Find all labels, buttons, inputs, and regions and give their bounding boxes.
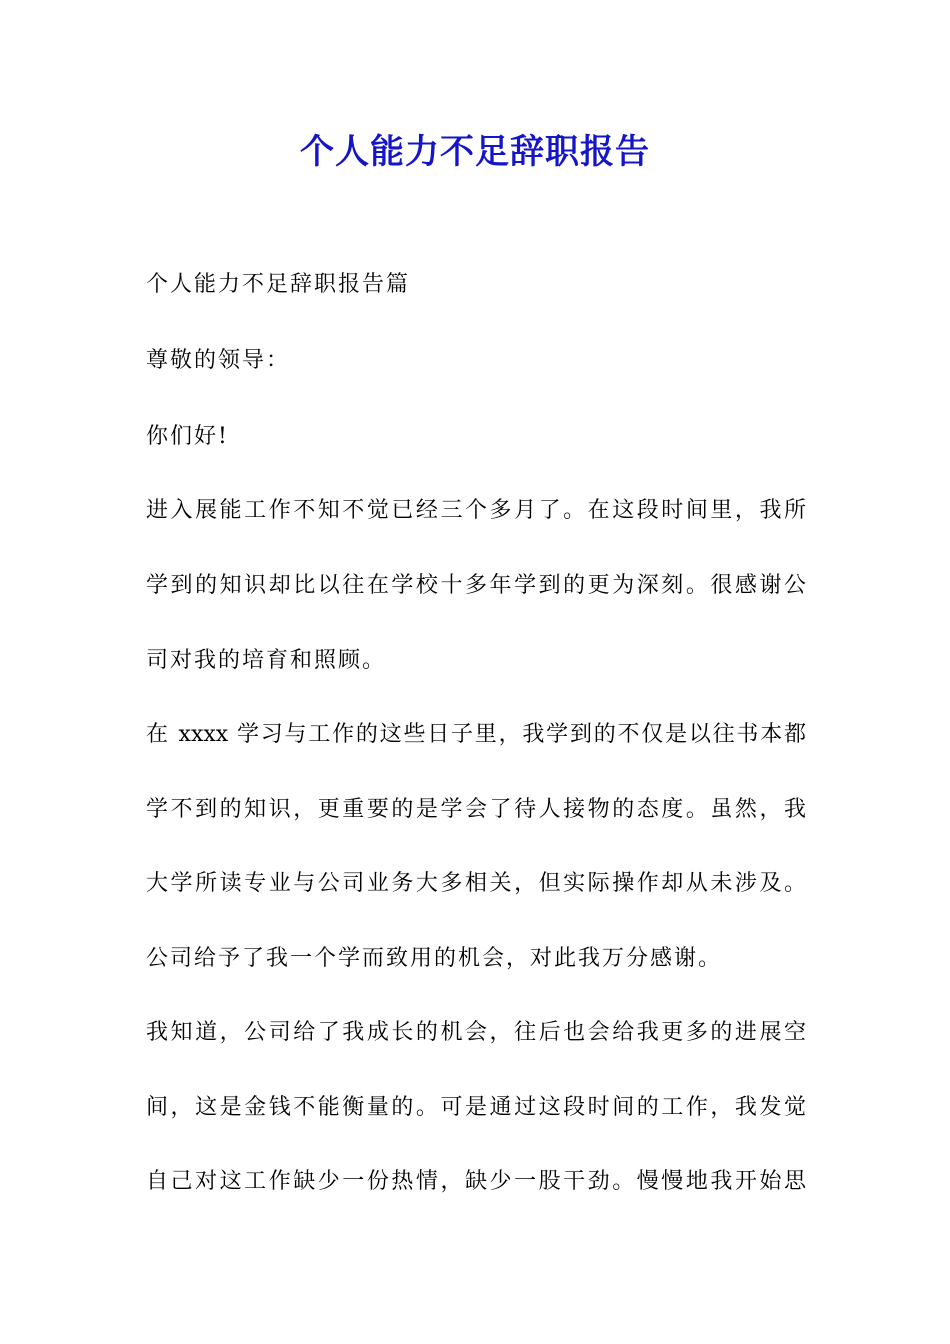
greeting: 你们好! [146, 424, 229, 449]
paragraph-line: 大学所读专业与公司业务大多相关，但实际操作却从未涉及。 [146, 871, 806, 896]
paragraph-line: 进入展能工作不知不觉已经三个多月了。在这段时间里，我所 [146, 498, 806, 523]
paragraph-line: 公司给予了我一个学而致用的机会，对此我万分感谢。 [146, 946, 723, 971]
paragraph-line: 自己对这工作缺少一份热情，缺少一股干劲。慢慢地我开始思 [146, 1169, 806, 1194]
paragraph-line: 我知道，公司给了我成长的机会，往后也会给我更多的进展空 [146, 1020, 806, 1045]
salutation: 尊敬的领导： [146, 348, 291, 373]
document-title: 个人能力不足辞职报告 [300, 132, 650, 172]
paragraph-line: 学到的知识却比以往在学校十多年学到的更为深刻。很感谢公 [146, 573, 806, 598]
paragraph-line: 间，这是金钱不能衡量的。可是通过这段时间的工作，我发觉 [146, 1095, 806, 1120]
section-heading: 个人能力不足辞职报告篇 [146, 272, 411, 297]
paragraph-line: 学不到的知识，更重要的是学会了待人接物的态度。虽然，我 [146, 797, 806, 822]
paragraph-line: 司对我的培育和照顾。 [146, 648, 387, 673]
paragraph-line: 在 xxxx 学习与工作的这些日子里，我学到的不仅是以往书本都 [146, 722, 806, 747]
